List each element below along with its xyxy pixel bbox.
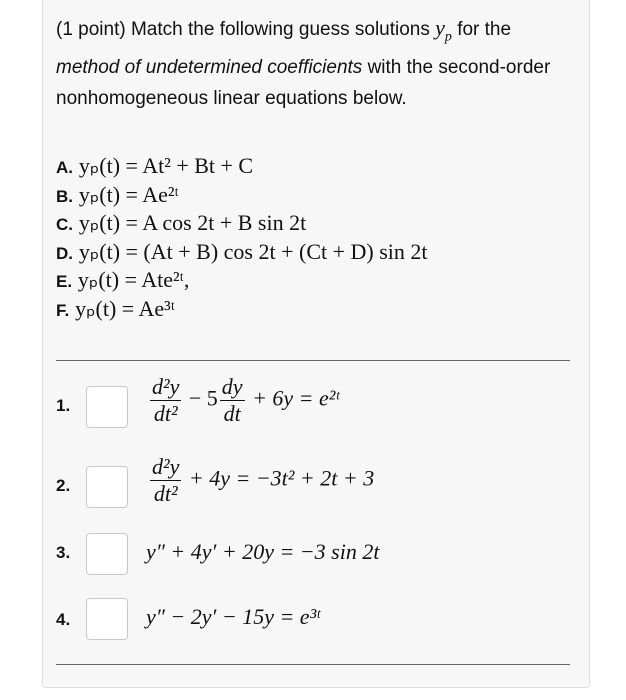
- choice-c: [56, 209, 576, 238]
- equation-2: [148, 454, 374, 507]
- divider-bottom: [56, 664, 570, 665]
- choice-b: [56, 181, 576, 210]
- equation-1: [148, 374, 339, 427]
- item-number: 1.: [56, 396, 71, 415]
- choice-expression: yₚ(t) = Ate²ᵗ,: [77, 267, 190, 292]
- choice-label: C.: [56, 215, 73, 234]
- item-number: 3.: [56, 543, 71, 562]
- prompt-emphasis: method of undetermined coefficients: [56, 57, 363, 79]
- item-number: 2.: [56, 476, 71, 495]
- fraction-d2y-dt2: $\frac{\text{d²y}}{\text{dt²}}$: [152, 454, 180, 506]
- fraction-dy-dt: $\frac{dy}{dt}$: [221, 374, 243, 426]
- choice-expression: yₚ(t) = Ae³ᵗ: [75, 295, 175, 321]
- equation-tail: + 4y = −3t² + 2t + 3: [188, 465, 375, 491]
- answer-input-1[interactable]: [86, 386, 128, 428]
- choice-a: [56, 152, 576, 181]
- answer-input-3[interactable]: [86, 533, 128, 575]
- equation-4: y″ − 2y′ − 15y = e³ᵗ: [146, 604, 320, 629]
- answer-input-2[interactable]: [86, 466, 128, 508]
- item-number: 4.: [56, 610, 71, 629]
- choice-label: A.: [56, 158, 73, 177]
- prompt-text-a: Match the following guess solutions: [130, 19, 430, 40]
- choice-d: [56, 238, 576, 267]
- choice-label: F.: [56, 300, 70, 320]
- choice-f: [56, 295, 576, 324]
- choice-expression: yₚ(t) = A cos 2t + B sin 2t: [78, 210, 307, 235]
- choice-list: [56, 152, 576, 323]
- prompt-text-c: with the second-order nonhomogeneous linear equations below.: [56, 57, 551, 110]
- prompt-text-b: for the: [457, 19, 512, 40]
- choice-expression: yₚ(t) = Ae²ᵗ: [78, 181, 179, 207]
- yp-symbol: $y_p$: [435, 15, 452, 45]
- equation-tail: + 6y = e²ᵗ: [252, 385, 340, 411]
- choice-e: [56, 266, 576, 295]
- choice-expression: yₚ(t) = At² + Bt + C: [78, 153, 254, 178]
- problem-prompt: [56, 12, 556, 114]
- divider-top: [56, 360, 570, 361]
- choice-label: B.: [56, 186, 73, 206]
- fraction-d2y-dt2: $\frac{\text{d²y}}{\text{dt²}}$: [152, 374, 180, 426]
- choice-label: E.: [56, 272, 73, 291]
- choice-expression: yₚ(t) = (At + B) cos 2t + (Ct + D) sin 2t: [78, 238, 428, 264]
- choice-label: D.: [56, 243, 73, 263]
- equation-middle: − 5: [188, 385, 218, 411]
- points-label: (1 point): [56, 19, 126, 40]
- equation-3: y″ + 4y′ + 20y = −3 sin 2t: [146, 539, 380, 564]
- answer-input-4[interactable]: [86, 598, 128, 640]
